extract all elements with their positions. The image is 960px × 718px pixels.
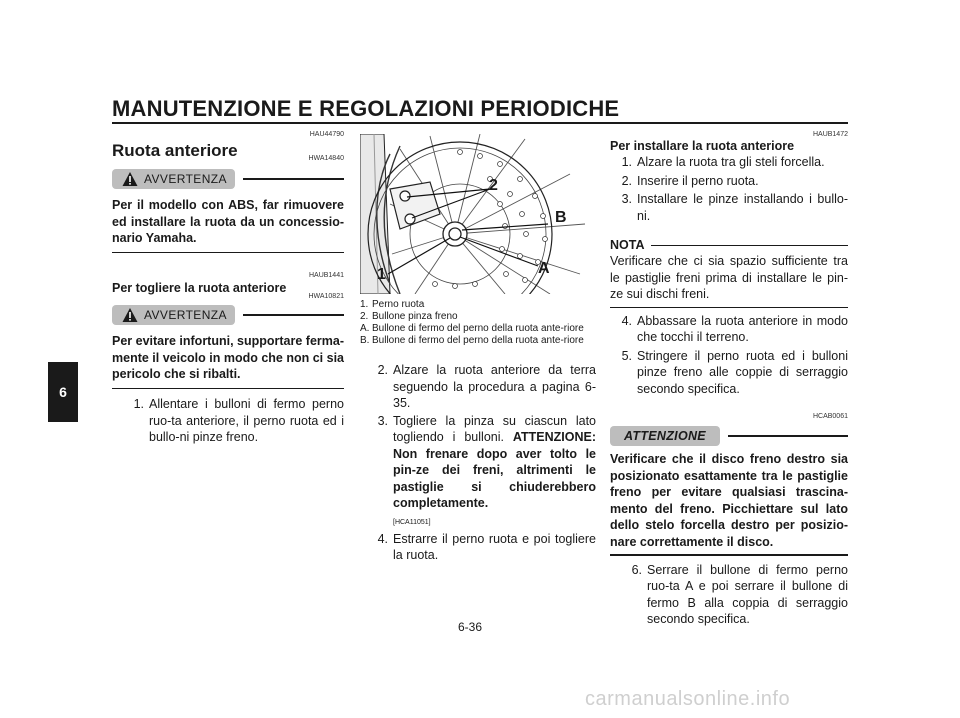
header-rule bbox=[112, 122, 848, 124]
caption-item: 1. Perno ruota bbox=[360, 299, 425, 310]
warning-rule bbox=[243, 178, 344, 180]
figure-label-b: B bbox=[555, 209, 567, 226]
step-text: Allentare i bulloni di fermo perno ruo-ta anteriore, il perno ruota ed i bullo-ni pinze freno. bbox=[149, 397, 344, 444]
figure-label-2: 2 bbox=[489, 177, 498, 194]
caption-item: A. Bullone di fermo del perno della ruota ante-riore bbox=[360, 323, 584, 334]
note-header bbox=[610, 237, 848, 253]
warning-end-rule bbox=[112, 252, 344, 254]
subsection-title: Per togliere la ruota anteriore bbox=[112, 281, 287, 295]
step-text: Serrare il bullone di fermo perno ruo-ta A e poi serrare il bullone di fermo B alla coppia di serraggio secondo specifica. bbox=[647, 562, 848, 626]
watermark: carmanualsonline.info bbox=[585, 688, 791, 710]
step-text: Inserire il perno ruota. bbox=[637, 173, 759, 188]
warning-banner bbox=[112, 304, 344, 326]
attention-code: HCAB0061 bbox=[812, 413, 848, 420]
note-rule bbox=[651, 245, 849, 246]
step-number: 1. bbox=[133, 397, 144, 411]
step-item bbox=[610, 154, 848, 171]
chapter-tab: 6 bbox=[48, 362, 78, 422]
step-number: 2. bbox=[621, 173, 632, 188]
step-item bbox=[360, 362, 596, 412]
attention-banner bbox=[610, 425, 848, 447]
attention-rule bbox=[728, 435, 848, 437]
step-item bbox=[610, 313, 848, 346]
step-text: Abbassare la ruota anteriore in modo che tocchi il terreno. bbox=[637, 313, 848, 344]
step-text: Alzare la ruota tra gli steli forcella. bbox=[637, 155, 825, 169]
step-item bbox=[610, 562, 848, 628]
warning-text: Per evitare infortuni, supportare ferma-mente il veicolo in modo che non ci sia pericolo che si ribalti. bbox=[112, 334, 345, 381]
figure-label-1: 1 bbox=[377, 266, 386, 283]
step-item bbox=[610, 348, 848, 398]
column-3 bbox=[610, 131, 848, 628]
column-2 bbox=[360, 299, 596, 564]
step-text: Installare le pinze installando i bullo-ni. bbox=[637, 192, 848, 223]
note-text: Verificare che ci sia spazio sufficiente tra le pastiglie freni prima di installare le pin-ze sui dischi freni. bbox=[610, 254, 848, 301]
subsection-code: HAUB1472 bbox=[812, 131, 848, 138]
page-header-title: MANUTENZIONE E REGOLAZIONI PERIODICHE bbox=[112, 96, 620, 121]
step-number: 5. bbox=[621, 348, 632, 363]
attention-end-rule bbox=[610, 554, 848, 556]
warning-rule bbox=[243, 314, 344, 316]
step-number: 6. bbox=[631, 562, 642, 577]
step-number: 4. bbox=[377, 531, 388, 546]
warning-label: AVVERTENZA bbox=[144, 308, 227, 322]
step-text: Togliere la pinza su ciascun lato togliendo i bulloni. bbox=[393, 413, 596, 444]
caption-item: 2. Bullone pinza freno bbox=[360, 311, 458, 322]
attention-label: ATTENZIONE bbox=[610, 426, 720, 446]
step-item bbox=[610, 191, 848, 224]
step-item bbox=[610, 173, 848, 190]
attention-text: Verificare che il disco freno destro sia posizionato esattamente tra le pastiglie freno per evitare qualsiasi trascina-mento del freno. Picchiettare sul lato dello stelo forcella destro per posizio-nare correttamente il disco. bbox=[610, 452, 848, 549]
warning-text: Per il modello con ABS, far rimuovere ed installare la ruota da un concessio-nario Yamaha. bbox=[112, 198, 344, 245]
warning-code: HWA14840 bbox=[308, 155, 344, 162]
note-label: NOTA bbox=[610, 238, 645, 252]
wheel-figure bbox=[360, 134, 588, 294]
caution-text: ATTENZIONE: Non frenare dopo aver tolto le pin-ze dei freni, altrimenti le pastiglie si chiuderebbero completamente. bbox=[393, 430, 596, 510]
step-item bbox=[112, 396, 344, 446]
caption-item: B. Bullone di fermo del perno della ruota ante-riore bbox=[360, 335, 584, 346]
warning-triangle-icon bbox=[122, 307, 138, 323]
step-number: 4. bbox=[621, 313, 632, 328]
warning-end-rule bbox=[112, 388, 344, 390]
warning-code: HWA10821 bbox=[308, 293, 344, 300]
step-number: 3. bbox=[621, 192, 632, 206]
warning-banner bbox=[112, 168, 344, 190]
figure-label-a: A bbox=[538, 260, 550, 277]
page-number: 6-36 bbox=[458, 620, 483, 634]
note-end-rule bbox=[610, 307, 848, 308]
warning-label-box bbox=[112, 305, 235, 325]
caution-code: [HCA11051] bbox=[393, 518, 431, 526]
figure-captions bbox=[360, 299, 596, 347]
warning-triangle-icon bbox=[122, 171, 138, 187]
section-title: Ruota anteriore bbox=[112, 141, 238, 160]
column-1 bbox=[112, 131, 344, 446]
section-code: HAU44790 bbox=[309, 131, 344, 138]
step-number: 1. bbox=[621, 155, 632, 169]
step-text: Alzare la ruota anteriore da terra seguendo la procedura a pagina 6-35. bbox=[393, 363, 596, 410]
subsection-title: Per installare la ruota anteriore bbox=[610, 139, 795, 153]
subsection-code: HAUB1441 bbox=[308, 272, 344, 279]
step-number: 2. bbox=[377, 363, 388, 377]
warning-label: AVVERTENZA bbox=[144, 172, 227, 186]
step-text: Estrarre il perno ruota e poi togliere la ruota. bbox=[393, 531, 596, 562]
warning-label-box bbox=[112, 169, 235, 189]
step-text: Stringere il perno ruota ed i bulloni pinze freno alle coppie di serraggio secondo specifica. bbox=[637, 348, 848, 396]
step-number: 3. bbox=[377, 413, 388, 428]
step-item bbox=[360, 413, 596, 527]
step-item bbox=[360, 531, 596, 564]
